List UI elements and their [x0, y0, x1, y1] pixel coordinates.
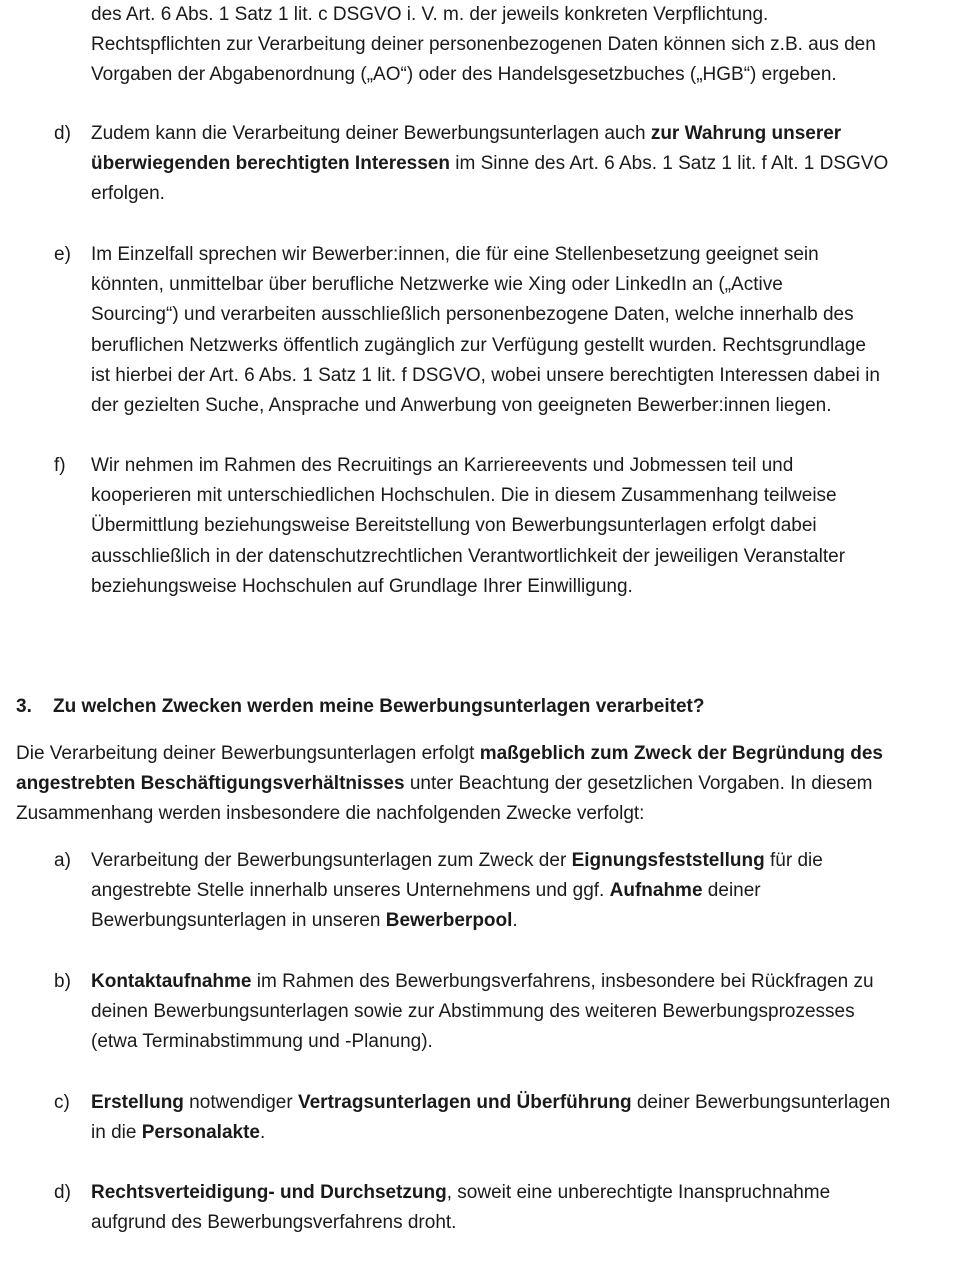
text-line	[91, 481, 961, 511]
text-run: .	[260, 1122, 266, 1144]
section-intro	[16, 739, 961, 830]
text-line: des Art. 6 Abs. 1 Satz 1 lit. c DSGVO i. V. m. der jeweils konkreten Verpflichtung.	[91, 4, 769, 25]
text-line	[91, 1027, 961, 1057]
text-line	[16, 799, 961, 829]
text-line: Vorgaben der Abgabenordnung („AO“) oder des Handelsgesetzbuches („HGB“) ergeben.	[91, 64, 837, 86]
text-line	[91, 149, 961, 179]
text-line	[91, 846, 961, 876]
text-run: Verarbeitung der Bewerbungsunterlagen zum Zweck der	[91, 850, 572, 871]
text-line	[91, 511, 961, 541]
text-line	[91, 542, 961, 572]
list-item-text	[91, 240, 961, 421]
list-item-text	[91, 846, 961, 937]
text-run: kooperieren mit unterschiedlichen Hochschulen. Die in diesem Zusammenhang teilweise	[91, 485, 837, 507]
bold-text: Aufnahme	[609, 880, 703, 902]
list-label: a)	[54, 850, 71, 871]
text-line	[91, 300, 961, 330]
text-line	[91, 240, 961, 270]
text-run: , soweit eine unberechtigte Inanspruchnahme	[446, 1182, 831, 1203]
text-run: .	[512, 910, 518, 932]
text-run: deinen Bewerbungsunterlagen sowie zur Abstimmung des weiteren Bewerbungsprozesses	[91, 1001, 855, 1023]
list-item-text	[91, 119, 961, 210]
text-run: für die	[764, 850, 823, 871]
text-line	[91, 119, 961, 149]
text-run: Die Verarbeitung deiner Bewerbungsunterlagen erfolgt	[16, 743, 480, 764]
list-item-text	[91, 451, 961, 602]
text-run: Bewerbungsunterlagen in unseren	[91, 910, 386, 932]
list-label: c)	[54, 1092, 70, 1113]
text-line	[91, 906, 961, 936]
bold-text: Rechtsverteidigung- und Durchsetzung	[91, 1182, 447, 1203]
text-line	[91, 391, 961, 421]
bold-text: überwiegenden berechtigten Interessen	[91, 153, 450, 175]
text-run: Zusammenhang werden insbesondere die nachfolgenden Zwecke verfolgt:	[16, 803, 645, 825]
text-run: angestrebte Stelle innerhalb unseres Unternehmens und ggf.	[91, 880, 610, 902]
list-label: d)	[54, 1182, 71, 1203]
list-label: e)	[54, 244, 71, 265]
text-line	[91, 179, 961, 209]
list-item-text	[91, 1088, 961, 1148]
bold-text: Kontaktaufnahme	[91, 971, 252, 992]
text-run: unter Beachtung der gesetzlichen Vorgaben. In diesem	[404, 773, 873, 795]
text-run: Wir nehmen im Rahmen des Recruitings an Karriereevents und Jobmessen teil und	[91, 455, 794, 476]
text-run: im Sinne des Art. 6 Abs. 1 Satz 1 lit. f Alt. 1 DSGVO	[449, 153, 889, 175]
text-run: beruflichen Netzwerks öffentlich zugänglich zur Verfügung gestellt wurden. Rechtsgrundlage	[91, 334, 866, 356]
list-label: f)	[54, 455, 66, 476]
bold-text: Bewerberpool	[385, 910, 513, 932]
text-run: erfolgen.	[91, 183, 165, 205]
bold-text: Vertragsunterlagen und Überführung	[297, 1092, 632, 1113]
text-run: deiner	[702, 880, 761, 902]
text-run: Übermittlung beziehungsweise Bereitstellung von Bewerbungsunterlagen erfolgt dabei	[91, 515, 817, 537]
text-run: Im Einzelfall sprechen wir Bewerber:innen, die für eine Stellenbesetzung geeignet sein	[91, 244, 819, 265]
text-line: Rechtspflichten zur Verarbeitung deiner personenbezogenen Daten können sich z.B. aus den	[91, 34, 876, 56]
bold-text: Personalakte	[141, 1122, 260, 1144]
text-run: der gezielten Suche, Ansprache und Anwerbung von geeigneten Bewerber:innen liegen.	[91, 395, 832, 417]
bold-text: zur Wahrung unserer	[650, 123, 842, 144]
text-run: im Rahmen des Bewerbungsverfahrens, insbesondere bei Rückfragen zu	[251, 971, 874, 992]
text-run: Zudem kann die Verarbeitung deiner Bewerbungsunterlagen auch	[91, 123, 651, 144]
text-run: ist hierbei der Art. 6 Abs. 1 Satz 1 lit. f DSGVO, wobei unsere berechtigten Interessen dabei in	[91, 364, 880, 386]
text-run: aufgrund des Bewerbungsverfahrens droht.	[91, 1212, 457, 1234]
list-item-text	[91, 967, 961, 1058]
text-line	[91, 997, 961, 1027]
text-run: deiner Bewerbungsunterlagen	[631, 1092, 891, 1113]
text-run: beziehungsweise Hochschulen auf Grundlage Ihrer Einwilligung.	[91, 575, 633, 597]
text-line	[91, 572, 961, 602]
text-line	[16, 739, 961, 769]
list-label: d)	[54, 123, 71, 144]
text-run: Sourcing“) und verarbeiten ausschließlich personenbezogene Daten, welche innerhalb des	[91, 304, 854, 326]
text-run: notwendiger	[183, 1092, 298, 1113]
text-run: in die	[91, 1122, 142, 1144]
list-label: b)	[54, 971, 71, 992]
text-line	[91, 451, 961, 481]
bold-text: Erstellung	[91, 1092, 184, 1113]
text-line	[91, 361, 961, 391]
text-line	[91, 876, 961, 906]
text-line	[91, 1208, 961, 1238]
text-line	[91, 331, 961, 361]
text-run: könnten, unmittelbar über berufliche Netzwerke wie Xing oder LinkedIn an („Active	[91, 274, 783, 296]
bold-text: angestrebten Beschäftigungsverhältnisses	[16, 773, 405, 795]
section-heading	[16, 692, 704, 722]
text-line	[91, 967, 961, 997]
text-run: (etwa Terminabstimmung und -Planung).	[91, 1031, 433, 1053]
text-line	[91, 1118, 961, 1148]
continuation-text	[91, 0, 961, 91]
bold-text: Eignungsfeststellung	[571, 850, 765, 871]
text-line	[91, 1088, 961, 1118]
text-line	[91, 270, 961, 300]
section-title: Zu welchen Zwecken werden meine Bewerbungsunterlagen verarbeitet?	[53, 696, 705, 717]
text-line	[91, 1178, 961, 1208]
text-line	[16, 769, 961, 799]
bold-text: maßgeblich zum Zweck der Begründung des	[479, 743, 883, 764]
section-number: 3.	[16, 696, 32, 717]
list-item-text	[91, 1178, 961, 1238]
text-run: ausschließlich in der datenschutzrechtlichen Verantwortlichkeit der jeweiligen Veranstalter	[91, 545, 846, 567]
